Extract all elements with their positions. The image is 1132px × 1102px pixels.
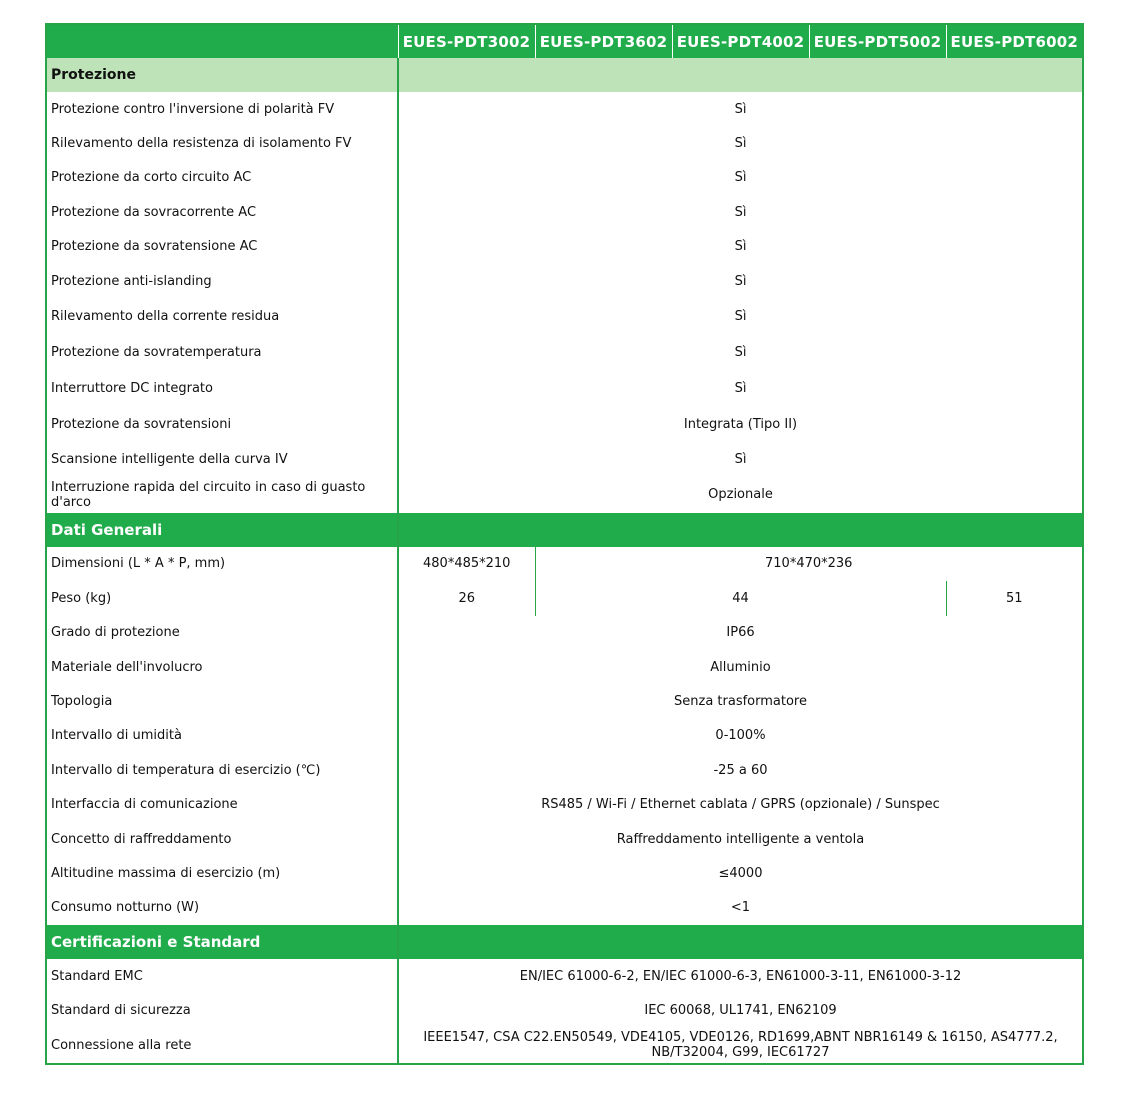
row-value: Sì: [734, 136, 747, 152]
row-value: Sì: [734, 273, 747, 289]
row-label: Concetto di raffreddamento: [46, 822, 398, 856]
row-label: Rilevamento della corrente residua: [46, 298, 398, 334]
section-header-dati-generali: [46, 513, 1083, 547]
row-value: Sì: [734, 344, 747, 360]
row-value: 51: [1005, 590, 1023, 606]
row-value: Sì: [734, 308, 747, 324]
table-row: [46, 264, 1083, 298]
row-label: Interruzione rapida del circuito in caso di guasto d'arco: [46, 477, 398, 513]
row-value: 480*485*210: [398, 547, 535, 581]
model-header: EUES-PDT6002: [946, 24, 1083, 58]
row-label: Rilevamento della resistenza di isolamento FV: [46, 126, 398, 160]
spec-table: [45, 23, 1084, 1065]
model-header: EUES-PDT3602: [535, 24, 672, 58]
row-value: ≤4000: [718, 865, 763, 881]
row-value: Sì: [734, 239, 747, 255]
row-value: 710*470*236: [765, 556, 853, 572]
table-row: [46, 195, 1083, 229]
table-row: [46, 1028, 1083, 1064]
row-label: Intervallo di umidità: [46, 719, 398, 753]
table-row: [46, 230, 1083, 264]
table-row: [46, 298, 1083, 334]
table-row: [46, 753, 1083, 787]
table-row: [46, 684, 1083, 718]
row-label: Topologia: [46, 684, 398, 718]
table-row: [46, 891, 1083, 925]
row-value: 0-100%: [715, 728, 766, 744]
table-row: [46, 477, 1083, 513]
table-row: [46, 581, 1083, 615]
table-row: [46, 856, 1083, 890]
row-label: Consumo notturno (W): [46, 891, 398, 925]
table-row: [46, 822, 1083, 856]
row-value: Sì: [734, 380, 747, 396]
row-label: Scansione intelligente della curva IV: [46, 442, 398, 476]
section-title: Certificazioni e Standard: [46, 925, 398, 959]
row-value: Sì: [734, 204, 747, 220]
section-header-certificazioni: [46, 925, 1083, 959]
row-value: Senza trasformatore: [674, 693, 807, 709]
row-label: Standard di sicurezza: [46, 993, 398, 1027]
table-row: [46, 370, 1083, 406]
table-row: [46, 92, 1083, 126]
header-row: [46, 24, 1083, 58]
model-header: EUES-PDT5002: [809, 24, 946, 58]
model-header: EUES-PDT4002: [672, 24, 809, 58]
table-row: [46, 161, 1083, 195]
row-value: IEEE1547, CSA C22.EN50549, VDE4105, VDE0126, RD1699,ABNT NBR16149 & 16150, AS4777.2, NB/T32004, G99, IEC61727: [423, 1030, 1058, 1061]
row-label: Altitudine massima di esercizio (m): [46, 856, 398, 890]
table-row: [46, 959, 1083, 993]
table-row: [46, 993, 1083, 1027]
table-row: [46, 406, 1083, 442]
row-value: IP66: [726, 625, 755, 641]
row-label: Protezione anti-islanding: [46, 264, 398, 298]
table-row: [46, 126, 1083, 160]
row-value: IEC 60068, UL1741, EN62109: [644, 1003, 837, 1019]
row-value: Sì: [734, 101, 747, 117]
row-value: -25 a 60: [713, 762, 768, 778]
section-title: Protezione: [46, 58, 398, 92]
row-label: Grado di protezione: [46, 616, 398, 650]
section-header-protezione: [46, 58, 1083, 92]
row-label: Protezione da sovracorrente AC: [46, 195, 398, 229]
row-label: Protezione da sovratensione AC: [46, 230, 398, 264]
header-corner: [46, 24, 398, 58]
table-row: [46, 787, 1083, 821]
row-value: Alluminio: [710, 659, 771, 675]
model-header: EUES-PDT3002: [398, 24, 535, 58]
row-value: 44: [535, 581, 946, 615]
row-label: Peso (kg): [46, 581, 398, 615]
row-label: Connessione alla rete: [46, 1028, 398, 1064]
table-row: [46, 616, 1083, 650]
row-value: EN/IEC 61000-6-2, EN/IEC 61000-6-3, EN61000-3-11, EN61000-3-12: [519, 968, 962, 984]
table-row: [46, 719, 1083, 753]
table-row: [46, 547, 1083, 581]
row-label: Interfaccia di comunicazione: [46, 787, 398, 821]
row-label: Protezione da corto circuito AC: [46, 161, 398, 195]
row-value: Integrata (Tipo II): [683, 416, 798, 432]
section-title: Dati Generali: [46, 513, 398, 547]
row-label: Protezione da sovratensioni: [46, 406, 398, 442]
table-row: [46, 442, 1083, 476]
row-label: Protezione da sovratemperatura: [46, 334, 398, 370]
row-label: Interruttore DC integrato: [46, 370, 398, 406]
row-label: Protezione contro l'inversione di polarità FV: [46, 92, 398, 126]
row-value: Raffreddamento intelligente a ventola: [616, 831, 865, 847]
row-value: Sì: [734, 170, 747, 186]
row-label: Dimensioni (L * A * P, mm): [46, 547, 398, 581]
table-row: [46, 334, 1083, 370]
row-value: 26: [398, 581, 535, 615]
row-value: Sì: [734, 452, 747, 468]
row-value: Opzionale: [708, 487, 773, 503]
row-label: Standard EMC: [46, 959, 398, 993]
table-row: [46, 650, 1083, 684]
row-label: Materiale dell'involucro: [46, 650, 398, 684]
row-value: <1: [730, 900, 751, 916]
row-value: RS485 / Wi-Fi / Ethernet cablata / GPRS (opzionale) / Sunspec: [541, 797, 940, 813]
row-label: Intervallo di temperatura di esercizio (℃): [46, 753, 398, 787]
